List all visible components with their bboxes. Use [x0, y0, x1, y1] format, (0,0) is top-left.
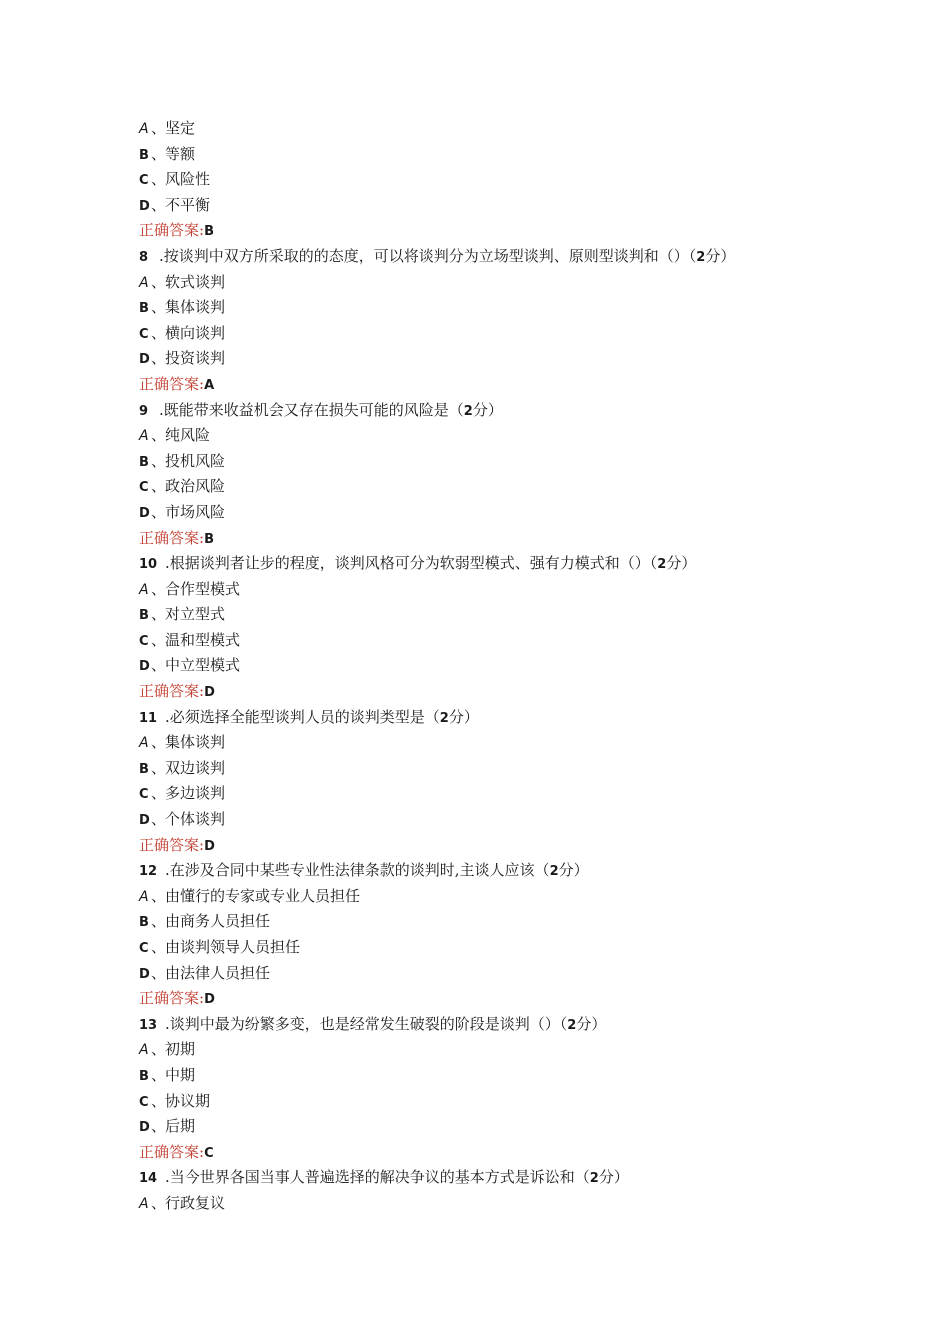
- score-open: （: [559, 1014, 568, 1033]
- answer-line: [139, 986, 899, 1012]
- option-separator: 、: [151, 733, 167, 752]
- option-item: [139, 884, 899, 910]
- option-letter: C: [139, 480, 149, 496]
- option-letter: B: [139, 147, 149, 163]
- option-letter: C: [139, 941, 149, 956]
- option-text: 多边谈判: [165, 784, 226, 803]
- option-separator: 、: [151, 323, 167, 342]
- answer-label: 正确答案:: [139, 1142, 205, 1161]
- option-letter: B: [139, 454, 149, 470]
- option-separator: 、: [151, 938, 167, 956]
- option-item: [139, 1037, 899, 1063]
- score-open: （: [448, 400, 464, 419]
- score-value: 2: [463, 403, 473, 419]
- option-item: [139, 1191, 899, 1217]
- option-text: 初期: [165, 1040, 196, 1059]
- option-separator: 、: [151, 630, 167, 649]
- option-text: 政治风险: [165, 477, 226, 496]
- option-text: 中期: [165, 1065, 196, 1084]
- option-text: 横向谈判: [165, 323, 226, 342]
- score-open: （: [534, 861, 550, 880]
- option-text: 等额: [165, 144, 196, 163]
- question-stem: [139, 858, 899, 884]
- answer-label: 正确答案:: [139, 989, 205, 1008]
- answer-value: C: [204, 1145, 214, 1161]
- option-text: 温和型模式: [165, 630, 241, 649]
- option-item: [139, 167, 899, 193]
- option-item: [139, 909, 899, 935]
- option-item: [139, 500, 899, 526]
- option-item: [139, 807, 899, 833]
- question-stem: [139, 1012, 899, 1038]
- answer-value: A: [204, 377, 215, 393]
- option-separator: 、: [151, 144, 167, 163]
- score-open: （: [574, 1168, 590, 1187]
- option-text: 风险性: [165, 170, 211, 189]
- question-text: .当今世界各国当事人普遍选择的解决争议的基本方式是诉讼和: [165, 1168, 575, 1187]
- answer-value: B: [204, 224, 214, 240]
- answer-value: D: [204, 838, 215, 854]
- option-separator: 、: [151, 298, 167, 317]
- option-letter: B: [139, 761, 149, 777]
- option-item: [139, 1063, 899, 1089]
- option-item: [139, 602, 899, 628]
- score-open: （: [424, 707, 440, 726]
- option-text: 由懂行的专家或专业人员担任: [165, 886, 361, 905]
- option-item: [139, 270, 899, 296]
- question-stem: [139, 705, 899, 731]
- score-value: 2: [657, 557, 667, 573]
- option-separator: 、: [151, 477, 167, 496]
- option-text: 纯风险: [165, 426, 211, 445]
- question-stem: [139, 398, 899, 424]
- option-letter: C: [139, 173, 149, 189]
- question-number: 9: [139, 403, 149, 419]
- option-separator: 、: [151, 451, 167, 470]
- option-separator: 、: [151, 784, 167, 803]
- score-close: 分）: [705, 246, 736, 265]
- answer-line: [139, 372, 899, 398]
- option-letter: A: [139, 888, 149, 905]
- score-value: 2: [567, 1017, 577, 1033]
- option-separator: 、: [151, 272, 167, 291]
- question-text: .根据谈判者让步的程度，谈判风格可分为软弱型模式、强有力模式和（）: [165, 554, 650, 573]
- option-letter: B: [139, 915, 149, 931]
- option-text: 集体谈判: [165, 298, 226, 317]
- option-item: [139, 1089, 899, 1115]
- option-letter: D: [139, 966, 150, 982]
- option-letter: A: [139, 428, 149, 445]
- score-value: 2: [549, 864, 559, 880]
- option-item: [139, 730, 899, 756]
- option-text: 投机风险: [165, 451, 226, 470]
- option-letter: D: [139, 659, 150, 675]
- option-separator: 、: [151, 1193, 167, 1212]
- option-text: 合作型模式: [165, 579, 241, 598]
- option-separator: 、: [151, 758, 167, 777]
- score-close: 分）: [598, 1168, 629, 1187]
- option-item: [139, 449, 899, 475]
- answer-line: [139, 526, 899, 552]
- option-letter: D: [139, 813, 150, 829]
- option-letter: C: [139, 787, 149, 803]
- option-letter: C: [139, 326, 149, 342]
- option-text: 双边谈判: [165, 758, 226, 777]
- option-separator: 、: [151, 119, 167, 137]
- answer-label: 正确答案:: [139, 221, 205, 240]
- option-separator: 、: [151, 1065, 167, 1084]
- option-text: 协议期: [165, 1091, 211, 1110]
- option-item: [139, 295, 899, 321]
- option-text: 投资谈判: [165, 349, 226, 368]
- option-item: [139, 756, 899, 782]
- question-number: 12: [139, 864, 158, 880]
- option-letter: D: [139, 505, 150, 521]
- question-stem: [139, 551, 899, 577]
- option-item: [139, 935, 899, 961]
- option-letter: A: [139, 1195, 149, 1212]
- option-letter: B: [139, 301, 149, 317]
- question-text: .在涉及合同中某些专业性法律条款的谈判时,主谈人应该: [165, 861, 535, 880]
- score-value: 2: [439, 710, 449, 726]
- answer-label: 正确答案:: [139, 835, 205, 854]
- option-separator: 、: [151, 605, 167, 624]
- option-item: [139, 321, 899, 347]
- answer-label: 正确答案:: [139, 528, 205, 547]
- option-separator: 、: [151, 810, 167, 829]
- option-item: [139, 628, 899, 654]
- option-letter: D: [139, 198, 150, 214]
- option-separator: 、: [151, 170, 167, 189]
- option-letter: B: [139, 1068, 149, 1084]
- option-letter: A: [139, 121, 149, 137]
- answer-line: [139, 679, 899, 705]
- question-stem: [139, 244, 899, 270]
- option-text: 由商务人员担任: [165, 912, 271, 931]
- score-open: （: [688, 246, 697, 265]
- option-text: 由法律人员担任: [165, 963, 271, 982]
- option-text: 中立型模式: [165, 656, 241, 675]
- question-stem: [139, 1165, 899, 1191]
- option-separator: 、: [151, 349, 167, 368]
- option-text: 不平衡: [165, 195, 211, 214]
- option-separator: 、: [151, 1040, 167, 1059]
- option-item: [139, 142, 899, 168]
- score-close: 分）: [448, 707, 479, 726]
- question-number: 14: [139, 1171, 158, 1187]
- option-separator: 、: [151, 579, 167, 598]
- question-number: 13: [139, 1017, 158, 1033]
- option-separator: 、: [151, 1091, 167, 1110]
- option-text: 软式谈判: [165, 272, 226, 291]
- option-separator: 、: [151, 502, 167, 521]
- option-text: 集体谈判: [165, 733, 226, 752]
- answer-label: 正确答案:: [139, 374, 205, 393]
- option-separator: 、: [151, 886, 167, 905]
- option-letter: A: [139, 735, 149, 752]
- answer-value: D: [204, 685, 215, 701]
- option-item: [139, 423, 899, 449]
- option-letter: A: [139, 274, 149, 291]
- option-text: 个体谈判: [165, 810, 226, 829]
- question-text: .谈判中最为纷繁多变，也是经常发生破裂的阶段是谈判（）: [165, 1014, 560, 1033]
- option-text: 行政复议: [165, 1193, 226, 1212]
- option-item: [139, 781, 899, 807]
- option-text: 对立型式: [165, 605, 226, 624]
- option-separator: 、: [151, 656, 167, 675]
- option-item: [139, 116, 899, 142]
- option-item: [139, 193, 899, 219]
- option-item: [139, 346, 899, 372]
- option-item: [139, 577, 899, 603]
- answer-value: B: [204, 531, 214, 547]
- option-text: 后期: [165, 1117, 196, 1136]
- score-close: 分）: [472, 400, 503, 419]
- answer-label: 正确答案:: [139, 682, 205, 701]
- option-separator: 、: [151, 426, 167, 445]
- question-text: .既能带来收益机会又存在损失可能的风险是: [159, 400, 449, 419]
- question-number: 11: [139, 710, 158, 726]
- option-letter: B: [139, 608, 149, 624]
- option-text: 坚定: [165, 119, 196, 137]
- answer-line: [139, 1140, 899, 1166]
- question-text: .按谈判中双方所采取的的态度，可以将谈判分为立场型谈判、原则型谈判和（）: [159, 246, 689, 265]
- answer-line: [139, 833, 899, 859]
- score-close: 分）: [558, 861, 589, 880]
- option-separator: 、: [151, 195, 167, 214]
- option-letter: A: [139, 1042, 149, 1059]
- answer-value: D: [204, 992, 215, 1008]
- question-text: .必须选择全能型谈判人员的谈判类型是: [165, 707, 425, 726]
- question-number: 10: [139, 557, 158, 573]
- score-value: 2: [589, 1171, 599, 1187]
- option-item: [139, 653, 899, 679]
- option-separator: 、: [151, 912, 167, 931]
- option-letter: D: [139, 352, 150, 368]
- option-letter: D: [139, 1120, 150, 1136]
- question-number: 8: [139, 249, 149, 265]
- option-text: 市场风险: [165, 502, 226, 521]
- score-value: 2: [696, 249, 706, 265]
- score-close: 分）: [666, 554, 697, 573]
- option-separator: 、: [151, 1117, 167, 1136]
- option-letter: A: [139, 581, 149, 598]
- score-open: （: [649, 554, 658, 573]
- answer-line: [139, 218, 899, 244]
- option-letter: C: [139, 1094, 149, 1110]
- option-item: [139, 961, 899, 987]
- option-item: [139, 474, 899, 500]
- score-close: 分）: [576, 1014, 607, 1033]
- option-text: 由谈判领导人员担任: [165, 938, 301, 956]
- question-list: [139, 116, 899, 1217]
- option-letter: C: [139, 633, 149, 649]
- option-separator: 、: [151, 963, 167, 982]
- option-item: [139, 1114, 899, 1140]
